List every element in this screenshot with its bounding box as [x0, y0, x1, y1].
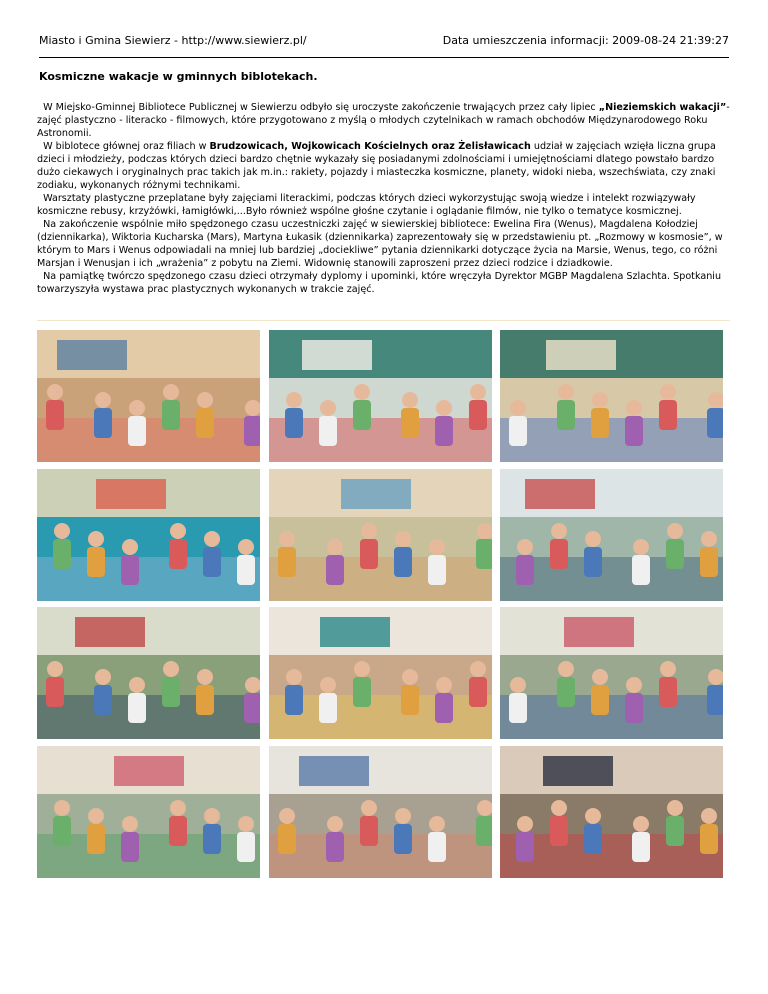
gallery-photo[interactable]	[37, 469, 260, 601]
photo-image	[500, 330, 723, 462]
gallery-photo[interactable]	[37, 607, 260, 739]
paragraph	[37, 192, 730, 218]
photo-image	[269, 469, 492, 601]
paragraph	[37, 270, 730, 296]
photo-gallery	[37, 330, 724, 883]
gallery-photo[interactable]	[500, 607, 723, 739]
gallery-photo[interactable]	[500, 746, 723, 878]
page-header	[39, 34, 729, 54]
paragraph-text: udział w zajęciach wzięła liczna grupa dzieci i młodzieży, podczas których dzieci bardzo chętnie wykazały się posiadanymi zdolnościami i umiejętnościami dlatego powstało bardzo dużo ciekawych i oryginalnych prac takich jak m.in.: rakiety, pojazdy i miasteczka kosmiczne, planety, widoki nieba, wszechświata, czy znaki zodiaku, wykonanych różnymi technikami.	[37, 141, 716, 191]
gallery-photo[interactable]	[500, 469, 723, 601]
section-divider	[37, 320, 730, 321]
paragraph	[37, 140, 730, 192]
paragraph-text: Na zakończenie wspólnie miło spędzonego czasu uczestniczki zajęć w siewierskiej bibliotece: Ewelina Fira (Wenus), Magdalena Kołodziej (dziennikarka), Wiktoria Kucharska (Mars), Martyna Łukasik (dziennikarka) zaprezentowały się w przedstawieniu pt. „Rozmowy w kosmosie”, w którym to Mars i Wenus odpowiadali na mniej lub bardziej „dociekliwe” pytania dziennikarki dotyczące życia na Marsie, Wenus, tego, co różni Marsjan i Wenusjan i ich „wrażenia” z pobytu na Ziemi. Widownię stanowili zaproszeni przez dzieci rodzice i dziadkowie.	[37, 219, 723, 269]
paragraph-bold: Brudzowicach, Wojkowicach Kościelnych oraz Żelisławicach	[209, 141, 531, 152]
gallery-photo[interactable]	[500, 330, 723, 462]
photo-image	[37, 330, 260, 462]
article-body	[37, 101, 730, 296]
paragraph-text: W biblotece głównej oraz filiach w	[43, 141, 210, 152]
paragraph-text: Na pamiątkę twórczo spędzonego czasu dzieci otrzymały dyplomy i upominki, które wręczyła Dyrektor MGBP Magdalena Szlachta. Spotkaniu towarzyszyła wystawa prac plastycznych wykonanych w trakcie zajęć.	[37, 271, 722, 295]
photo-image	[37, 469, 260, 601]
gallery-photo[interactable]	[37, 330, 260, 462]
photo-image	[500, 469, 723, 601]
photo-image	[37, 607, 260, 739]
photo-image	[37, 746, 260, 878]
paragraph-bold: „Nieziemskich wakacji”	[598, 102, 727, 113]
paragraph	[37, 101, 730, 140]
photo-image	[269, 746, 492, 878]
paragraph	[37, 218, 730, 270]
photo-image	[269, 330, 492, 462]
gallery-photo[interactable]	[269, 330, 492, 462]
photo-image	[500, 746, 723, 878]
paragraph-text: - zajęć plastyczno - literacko - filmowych, które przygotowano z myślą o młodych czytelnikach w ramach obchodów Międzynarodowego Roku Astronomii.	[37, 102, 730, 139]
publish-date: Data umieszczenia informacji: 2009-08-24 21:39:27	[442, 34, 729, 47]
article-title: Kosmiczne wakacje w gminnych biblotekach.	[39, 70, 318, 83]
paragraph-text: Warsztaty plastyczne przeplatane były zajęciami literackimi, podczas których dzieci wykorzystując swoją wiedze i intelekt rozwiązywały kosmiczne rebusy, krzyżówki, łamigłówki,...Było również wspólne głośne czytanie i oglądanie filmów, nie tylko o tematyce kosmicznej.	[37, 193, 696, 217]
header-rule	[39, 57, 729, 58]
gallery-photo[interactable]	[37, 746, 260, 878]
gallery-photo[interactable]	[269, 469, 492, 601]
site-name: Miasto i Gmina Siewierz - http://www.siewierz.pl/	[39, 34, 307, 47]
photo-image	[269, 607, 492, 739]
gallery-photo[interactable]	[269, 746, 492, 878]
paragraph-text: W Miejsko-Gminnej Bibliotece Publicznej w Siewierzu odbyło się uroczyste zakończenie trwających przez cały lipiec	[43, 102, 599, 113]
gallery-photo[interactable]	[269, 607, 492, 739]
photo-image	[500, 607, 723, 739]
